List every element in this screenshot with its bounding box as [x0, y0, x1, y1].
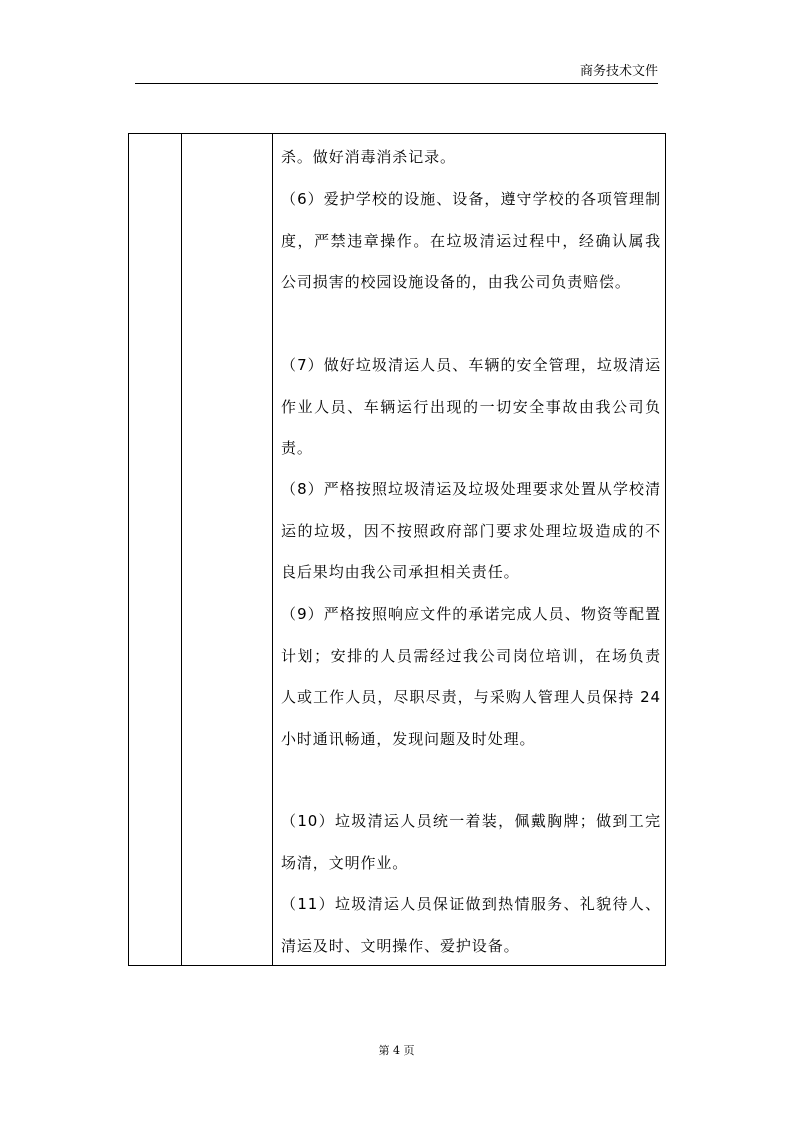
paragraph-item-6: （6）爱护学校的设施、设备，遵守学校的各项管理制度，严禁违章操作。在垃圾清运过程中，经确认属我公司损害的校园设施设备的，由我公司负责赔偿。 — [281, 190, 661, 291]
document-header-title: 商务技术文件 — [579, 64, 658, 79]
paragraph-item-11: （11）垃圾清运人员保证做到热情服务、礼貌待人、清运及时、文明操作、爱护设备。 — [281, 895, 661, 955]
content-table — [128, 133, 666, 966]
paragraph-item-8: （8）严格按照垃圾清运及垃圾处理要求处置从学校清运的垃圾，因不按照政府部门要求处理垃圾造成的不良后果均由我公司承担相关责任。 — [281, 480, 661, 581]
page-number: 第 4 页 — [378, 1044, 415, 1057]
header-divider — [135, 83, 658, 84]
paragraph-item-9: （9）严格按照响应文件的承诺完成人员、物资等配置计划；安排的人员需经过我公司岗位培训，在场负责人或工作人员，尽职尽责，与采购人管理人员保持 24 小时通讯畅通，发现问题及时处理。 — [281, 605, 661, 748]
paragraph-item-7: （7）做好垃圾清运人员、车辆的安全管理，垃圾清运作业人员、车辆运行出现的一切安全事故由我公司负责。 — [281, 356, 661, 457]
table-column-divider — [181, 134, 182, 965]
paragraph-item-10: （10）垃圾清运人员统一着装，佩戴胸牌；做到工完场清，文明作业。 — [281, 812, 661, 872]
table-content-cell — [273, 134, 665, 965]
paragraph-continuation: 杀。做好消毒消杀记录。 — [281, 148, 456, 166]
